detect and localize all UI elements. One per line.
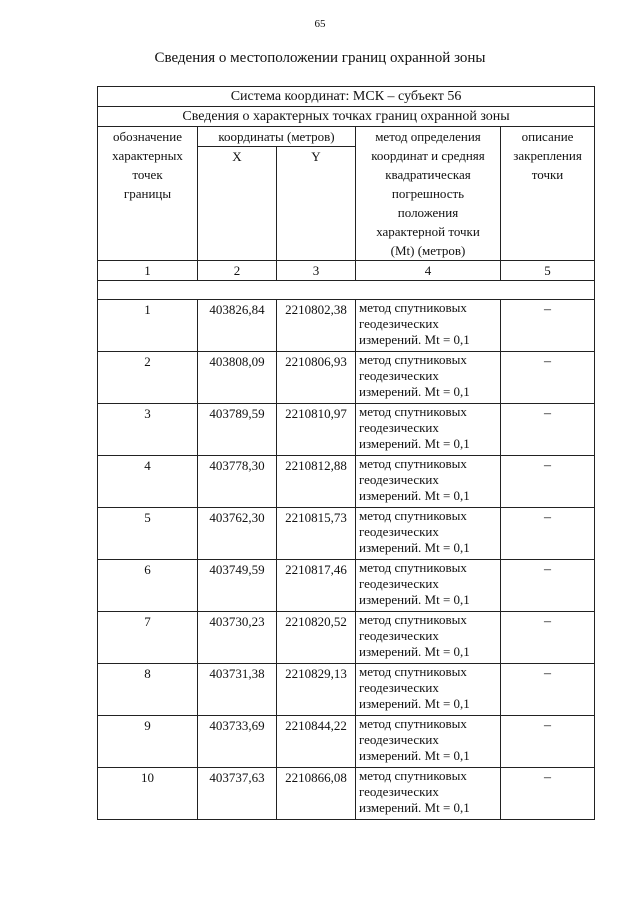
coordinates-table [97, 86, 595, 820]
y-cell: 2210820,52 [277, 612, 356, 664]
method-line: метод спутниковых [359, 352, 467, 367]
method-cell [356, 560, 501, 612]
header-line: характерных [112, 148, 183, 163]
method-line: метод спутниковых [359, 664, 467, 679]
method-line: геодезических [359, 784, 439, 799]
empty-cell [98, 281, 595, 300]
method-cell [356, 300, 501, 352]
x-cell: 403762,30 [198, 508, 277, 560]
header-line: положения [397, 205, 459, 220]
column-number: 3 [277, 261, 356, 281]
y-cell: 2210844,22 [277, 716, 356, 768]
table-row [98, 508, 595, 560]
point-cell: 8 [98, 664, 198, 716]
x-cell: 403826,84 [198, 300, 277, 352]
description-cell: – [501, 508, 595, 560]
point-cell: 10 [98, 768, 198, 820]
description-cell: – [501, 352, 595, 404]
y-cell: 2210866,08 [277, 768, 356, 820]
point-cell: 5 [98, 508, 198, 560]
header-method [356, 127, 501, 261]
method-line: метод спутниковых [359, 508, 467, 523]
x-cell: 403731,38 [198, 664, 277, 716]
method-line: метод спутниковых [359, 404, 467, 419]
method-cell [356, 508, 501, 560]
point-cell: 3 [98, 404, 198, 456]
header-line: погрешность [391, 186, 465, 201]
empty-row [98, 281, 595, 300]
method-line: измерений. Mt = 0,1 [359, 332, 470, 347]
header-line: точки [531, 167, 564, 182]
column-number: 4 [356, 261, 501, 281]
method-line: измерений. Mt = 0,1 [359, 644, 470, 659]
table-row [98, 664, 595, 716]
method-cell [356, 456, 501, 508]
x-cell: 403749,59 [198, 560, 277, 612]
point-cell: 9 [98, 716, 198, 768]
column-number: 5 [501, 261, 595, 281]
header-x: X [198, 147, 277, 261]
method-line: геодезических [359, 316, 439, 331]
description-cell: – [501, 300, 595, 352]
point-cell: 4 [98, 456, 198, 508]
header-coordinates: координаты (метров) [198, 127, 356, 147]
info-cell: Сведения о характерных точках границ охранной зоны [98, 107, 595, 127]
column-numbers-row [98, 261, 595, 281]
table-row [98, 560, 595, 612]
header-line: характерной точки [376, 224, 480, 239]
method-cell [356, 352, 501, 404]
x-cell: 403778,30 [198, 456, 277, 508]
method-line: метод спутниковых [359, 768, 467, 783]
point-cell: 7 [98, 612, 198, 664]
method-line: метод спутниковых [359, 560, 467, 575]
point-cell: 6 [98, 560, 198, 612]
method-line: измерений. Mt = 0,1 [359, 592, 470, 607]
point-cell: 1 [98, 300, 198, 352]
y-cell: 2210829,13 [277, 664, 356, 716]
method-line: метод спутниковых [359, 300, 467, 315]
coordinate-system-row [98, 87, 595, 107]
point-cell: 2 [98, 352, 198, 404]
method-cell [356, 404, 501, 456]
table-row [98, 716, 595, 768]
header-y: Y [277, 147, 356, 261]
header-row [98, 127, 595, 147]
description-cell: – [501, 612, 595, 664]
column-number: 2 [198, 261, 277, 281]
header-line: (Mt) (метров) [390, 243, 466, 258]
description-cell: – [501, 456, 595, 508]
method-line: геодезических [359, 420, 439, 435]
table-row [98, 404, 595, 456]
method-line: геодезических [359, 576, 439, 591]
method-line: измерений. Mt = 0,1 [359, 748, 470, 763]
method-line: метод спутниковых [359, 612, 467, 627]
method-cell [356, 664, 501, 716]
table-row [98, 300, 595, 352]
x-cell: 403737,63 [198, 768, 277, 820]
y-cell: 2210806,93 [277, 352, 356, 404]
header-line: обозначение [113, 129, 182, 144]
table-row [98, 612, 595, 664]
header-line: описание [521, 129, 574, 144]
info-row [98, 107, 595, 127]
method-line: измерений. Mt = 0,1 [359, 800, 470, 815]
document-title: Сведения о местоположении границ охранной зоны [154, 50, 486, 66]
header-line: границы [123, 186, 172, 201]
method-line: измерений. Mt = 0,1 [359, 696, 470, 711]
method-line: геодезических [359, 680, 439, 695]
header-line: координат и средняя [371, 148, 485, 163]
method-line: геодезических [359, 368, 439, 383]
y-cell: 2210810,97 [277, 404, 356, 456]
description-cell: – [501, 716, 595, 768]
column-number: 1 [98, 261, 198, 281]
header-line: точек [132, 167, 163, 182]
header-line: метод определения [375, 129, 481, 144]
x-cell: 403789,59 [198, 404, 277, 456]
method-cell [356, 612, 501, 664]
header-line: закрепления [513, 148, 582, 163]
description-cell: – [501, 560, 595, 612]
header-line: квадратическая [385, 167, 471, 182]
method-line: метод спутниковых [359, 456, 467, 471]
y-cell: 2210812,88 [277, 456, 356, 508]
table-row [98, 768, 595, 820]
description-cell: – [501, 664, 595, 716]
method-line: метод спутниковых [359, 716, 467, 731]
y-cell: 2210802,38 [277, 300, 356, 352]
method-line: геодезических [359, 628, 439, 643]
coordinate-system-cell: Система координат: МСК – субъект 56 [98, 87, 595, 107]
x-cell: 403808,09 [198, 352, 277, 404]
x-cell: 403733,69 [198, 716, 277, 768]
table-row [98, 456, 595, 508]
table-row [98, 352, 595, 404]
header-point-designation [98, 127, 198, 261]
header-description [501, 127, 595, 261]
method-line: геодезических [359, 524, 439, 539]
method-line: измерений. Mt = 0,1 [359, 436, 470, 451]
method-line: геодезических [359, 732, 439, 747]
method-cell [356, 716, 501, 768]
method-line: измерений. Mt = 0,1 [359, 488, 470, 503]
page-number: 65 [314, 18, 326, 30]
y-cell: 2210817,46 [277, 560, 356, 612]
description-cell: – [501, 768, 595, 820]
description-cell: – [501, 404, 595, 456]
coordinates-table-body [98, 87, 595, 820]
method-line: измерений. Mt = 0,1 [359, 540, 470, 555]
method-cell [356, 768, 501, 820]
x-cell: 403730,23 [198, 612, 277, 664]
y-cell: 2210815,73 [277, 508, 356, 560]
method-line: геодезических [359, 472, 439, 487]
method-line: измерений. Mt = 0,1 [359, 384, 470, 399]
